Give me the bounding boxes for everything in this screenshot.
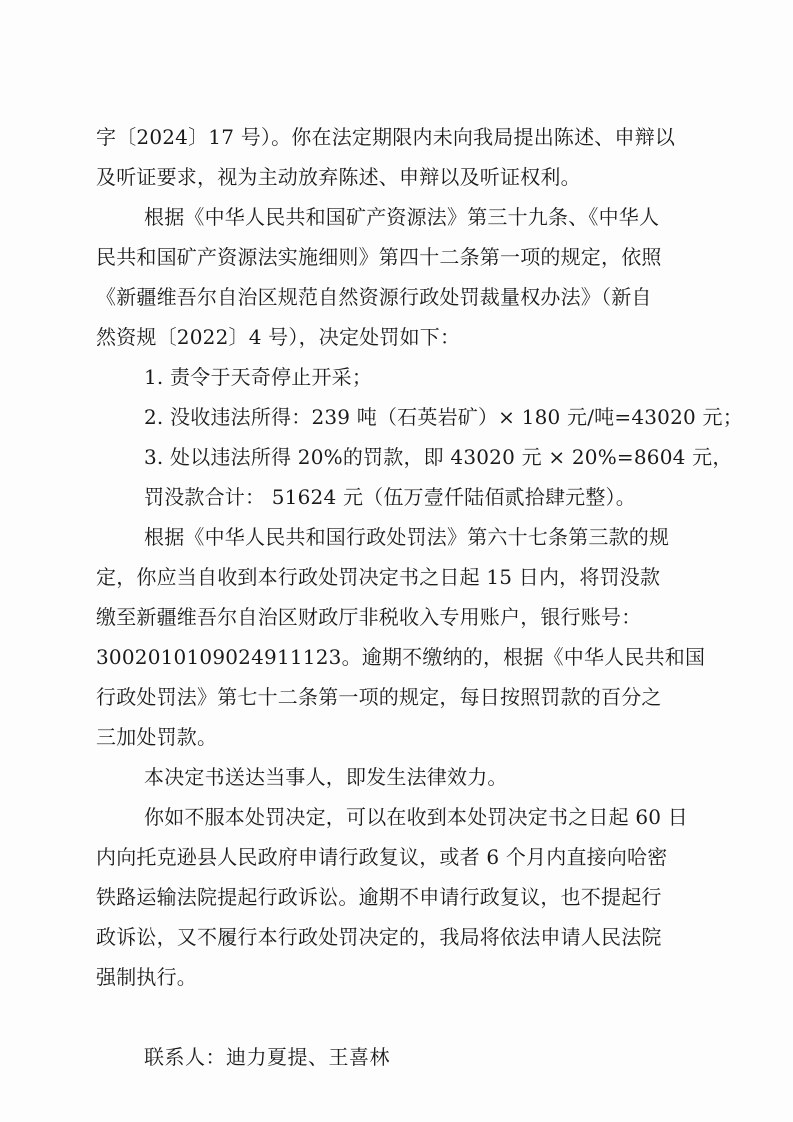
paragraph-line: 字〔2024〕17 号）。你在法定期限内未向我局提出陈述、申辩以: [96, 125, 676, 149]
paragraph-line: 政诉讼，又不履行本行政处罚决定的，我局将依法申请人民法院: [96, 925, 662, 949]
paragraph-line: 根据《中华人民共和国矿产资源法》第三十九条、《中华人: [144, 205, 660, 229]
paragraph-line: 你如不服本处罚决定，可以在收到本处罚决定书之日起 60 日: [144, 805, 688, 829]
total-line: 罚没款合计： 51624 元（伍万壹仟陆佰贰拾肆元整）。: [144, 485, 636, 509]
paragraph-line: 3002010109024911123。逾期不缴纳的，根据《中华人民共和国: [96, 645, 706, 669]
paragraph-line: 及听证要求，视为主动放弃陈述、申辩以及听证权利。: [96, 165, 581, 189]
paragraph-line: 定，你应当自收到本行政处罚决定书之日起 15 日内，将罚没款: [96, 565, 661, 589]
paragraph-line: 行政处罚法》第七十二条第一项的规定，每日按照罚款的百分之: [96, 685, 662, 709]
paragraph-line: 根据《中华人民共和国行政处罚法》第六十七条第三款的规: [144, 525, 670, 549]
paragraph-line: 缴至新疆维吾尔自治区财政厅非税收入专用账户，银行账号：: [96, 605, 642, 629]
paragraph-line: 民共和国矿产资源法实施细则》第四十二条第一项的规定，依照: [96, 245, 662, 269]
paragraph-line: 强制执行。: [96, 965, 197, 989]
list-item: 1. 责令于天奇停止开采；: [144, 365, 373, 389]
paragraph-line: 内向托克逊县人民政府申请行政复议，或者 6 个月内直接向哈密: [96, 845, 668, 869]
contact-line: 联系人：迪力夏提、王喜林: [144, 1045, 390, 1069]
list-item: 2. 没收违法所得：239 吨（石英岩矿）× 180 元/吨=43020 元；: [144, 405, 743, 429]
paragraph-line: 本决定书送达当事人，即发生法律效力。: [144, 765, 508, 789]
paragraph-line: 三加处罚款。: [96, 725, 218, 749]
list-item: 3. 处以违法所得 20%的罚款，即 43020 元 × 20%=8604 元，: [144, 445, 733, 469]
paragraph-line: 铁路运输法院提起行政诉讼。逾期不申请行政复议，也不提起行: [96, 885, 662, 909]
paragraph-line: 《新疆维吾尔自治区规范自然资源行政处罚裁量权办法》（新自: [96, 285, 652, 309]
paragraph-line: 然资规〔2022〕4 号），决定处罚如下：: [96, 325, 461, 349]
